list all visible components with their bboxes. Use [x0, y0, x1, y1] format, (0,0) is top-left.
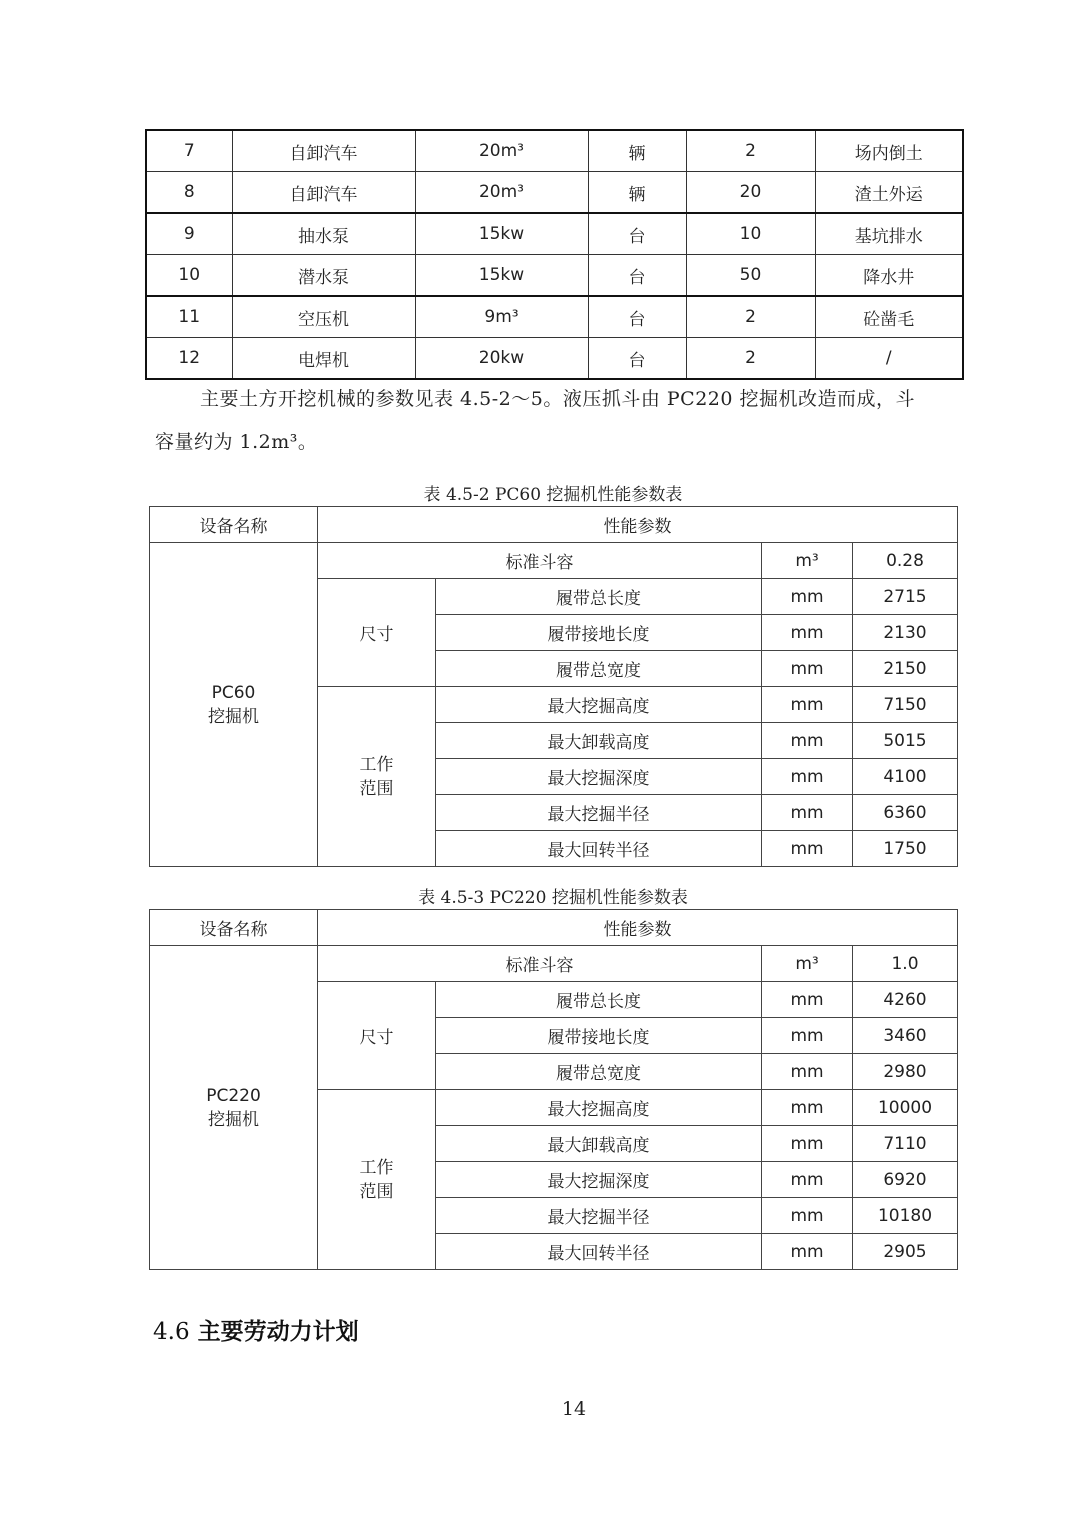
param-label: 履带总宽度	[436, 651, 762, 687]
equipment-name: PC60 挖掘机	[208, 682, 259, 727]
equipment-unit: 台	[588, 213, 686, 255]
header-performance-params: 性能参数	[318, 910, 958, 946]
param-unit: m³	[762, 946, 853, 982]
param-value: 2130	[853, 615, 958, 651]
group-label-working-range-cell	[318, 687, 436, 867]
param-value: 4260	[853, 982, 958, 1018]
param-value: 2980	[853, 1054, 958, 1090]
param-unit: mm	[762, 1198, 853, 1234]
table-row	[146, 172, 963, 214]
param-unit: mm	[762, 831, 853, 867]
table-row	[150, 946, 958, 982]
equipment-quantity: 50	[686, 255, 815, 297]
equipment-name: 自卸汽车	[232, 172, 415, 214]
equipment-use: 降水井	[815, 255, 963, 297]
group-label-working-range: 工作范围	[359, 1157, 394, 1202]
row-number: 7	[146, 130, 232, 172]
equipment-unit: 台	[588, 296, 686, 338]
param-unit: mm	[762, 795, 853, 831]
param-label: 履带总宽度	[436, 1054, 762, 1090]
param-label: 最大回转半径	[436, 831, 762, 867]
param-value: 1750	[853, 831, 958, 867]
param-unit: mm	[762, 723, 853, 759]
table-caption-pc220: 表 4.5-3 PC220 挖掘机性能参数表	[418, 888, 688, 908]
param-unit: m³	[762, 543, 853, 579]
param-value: 10000	[853, 1090, 958, 1126]
param-label: 最大挖掘深度	[436, 759, 762, 795]
equipment-spec: 20m³	[415, 172, 588, 214]
param-unit: mm	[762, 1162, 853, 1198]
param-unit: mm	[762, 982, 853, 1018]
equipment-name-cell	[150, 946, 318, 1270]
body-paragraph-line-2: 容量约为 1.2m³。	[155, 431, 318, 453]
equipment-unit: 台	[588, 255, 686, 297]
group-label-dimensions: 尺寸	[318, 982, 436, 1090]
param-value: 7110	[853, 1126, 958, 1162]
pc60-parameter-table	[149, 506, 958, 867]
param-value: 10180	[853, 1198, 958, 1234]
equipment-spec: 9m³	[415, 296, 588, 338]
table-header-row	[150, 910, 958, 946]
equipment-quantity: 2	[686, 338, 815, 380]
param-unit: mm	[762, 1054, 853, 1090]
param-label: 履带接地长度	[436, 1018, 762, 1054]
equipment-use: /	[815, 338, 963, 380]
equipment-name: 潜水泵	[232, 255, 415, 297]
param-label: 标准斗容	[318, 543, 762, 579]
param-unit: mm	[762, 1090, 853, 1126]
equipment-use: 场内倒土	[815, 130, 963, 172]
param-value: 6360	[853, 795, 958, 831]
equipment-use: 渣土外运	[815, 172, 963, 214]
equipment-table	[145, 129, 964, 380]
param-unit: mm	[762, 1126, 853, 1162]
table-row	[146, 213, 963, 255]
equipment-name: 空压机	[232, 296, 415, 338]
row-number: 9	[146, 213, 232, 255]
table-row	[146, 255, 963, 297]
equipment-name: 抽水泵	[232, 213, 415, 255]
body-paragraph-line-1: 主要土方开挖机械的参数见表 4.5-2～5。液压抓斗由 PC220 挖掘机改造而成，斗	[200, 388, 916, 410]
equipment-spec: 20m³	[415, 130, 588, 172]
row-number: 8	[146, 172, 232, 214]
equipment-use: 基坑排水	[815, 213, 963, 255]
equipment-unit: 辆	[588, 172, 686, 214]
equipment-name: 电焊机	[232, 338, 415, 380]
equipment-quantity: 2	[686, 130, 815, 172]
param-value: 2715	[853, 579, 958, 615]
param-label: 最大卸载高度	[436, 1126, 762, 1162]
param-value: 0.28	[853, 543, 958, 579]
equipment-unit: 辆	[588, 130, 686, 172]
param-label: 最大回转半径	[436, 1234, 762, 1270]
pc220-parameter-table	[149, 909, 958, 1270]
param-value: 3460	[853, 1018, 958, 1054]
header-performance-params: 性能参数	[318, 507, 958, 543]
equipment-name: 自卸汽车	[232, 130, 415, 172]
equipment-name: PC220 挖掘机	[206, 1085, 261, 1130]
param-unit: mm	[762, 687, 853, 723]
section-title: 主要劳动力计划	[197, 1319, 359, 1345]
param-unit: mm	[762, 1018, 853, 1054]
equipment-quantity: 2	[686, 296, 815, 338]
equipment-spec: 20kw	[415, 338, 588, 380]
page-number: 14	[561, 1398, 587, 1420]
table-row	[146, 130, 963, 172]
section-number: 4.6	[153, 1319, 190, 1345]
table-caption-pc60: 表 4.5-2 PC60 挖掘机性能参数表	[423, 485, 683, 505]
table-row	[150, 543, 958, 579]
param-label: 标准斗容	[318, 946, 762, 982]
param-label: 最大挖掘高度	[436, 687, 762, 723]
param-value: 1.0	[853, 946, 958, 982]
row-number: 11	[146, 296, 232, 338]
param-label: 履带总长度	[436, 579, 762, 615]
header-equipment-name: 设备名称	[150, 910, 318, 946]
equipment-spec: 15kw	[415, 213, 588, 255]
param-value: 6920	[853, 1162, 958, 1198]
param-label: 最大挖掘半径	[436, 1198, 762, 1234]
param-label: 履带总长度	[436, 982, 762, 1018]
table-row	[146, 338, 963, 380]
row-number: 10	[146, 255, 232, 297]
group-label-dimensions: 尺寸	[318, 579, 436, 687]
param-unit: mm	[762, 1234, 853, 1270]
section-heading	[153, 1313, 359, 1346]
param-value: 2905	[853, 1234, 958, 1270]
equipment-spec: 15kw	[415, 255, 588, 297]
param-value: 2150	[853, 651, 958, 687]
group-label-working-range-cell	[318, 1090, 436, 1270]
equipment-quantity: 20	[686, 172, 815, 214]
equipment-name-cell	[150, 543, 318, 867]
param-unit: mm	[762, 651, 853, 687]
equipment-unit: 台	[588, 338, 686, 380]
param-label: 最大挖掘半径	[436, 795, 762, 831]
table-header-row	[150, 507, 958, 543]
param-value: 5015	[853, 723, 958, 759]
header-equipment-name: 设备名称	[150, 507, 318, 543]
row-number: 12	[146, 338, 232, 380]
equipment-use: 砼凿毛	[815, 296, 963, 338]
param-unit: mm	[762, 615, 853, 651]
param-label: 最大卸载高度	[436, 723, 762, 759]
param-label: 履带接地长度	[436, 615, 762, 651]
param-unit: mm	[762, 579, 853, 615]
group-label-working-range: 工作范围	[359, 754, 394, 799]
param-unit: mm	[762, 759, 853, 795]
param-label: 最大挖掘深度	[436, 1162, 762, 1198]
table-row	[146, 296, 963, 338]
param-label: 最大挖掘高度	[436, 1090, 762, 1126]
equipment-quantity: 10	[686, 213, 815, 255]
param-value: 4100	[853, 759, 958, 795]
param-value: 7150	[853, 687, 958, 723]
